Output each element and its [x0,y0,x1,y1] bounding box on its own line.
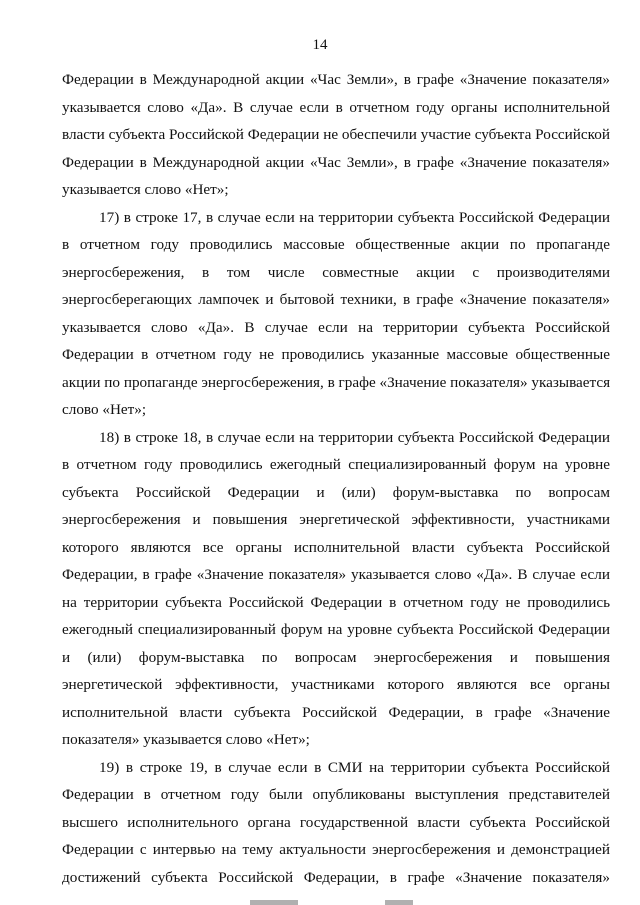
text-line: энергетической эффективности, участниками которого являются все органы [62,676,610,693]
text-line: Федерации, в графе «Значение показателя» указывается слово «Да». В случае если [62,566,610,583]
text-line: показателя» указывается слово «Нет»; [62,731,310,748]
paragraph-first-line: 19) в строке 19, в случае если в СМИ на территории субъекта Российской [99,758,610,776]
text-line: и (или) форум-выставка по вопросам энергосбережения и повышения [62,648,610,666]
text-line: исполнительной власти субъекта Российской Федерации, в графе «Значение [62,703,610,721]
text-line: ежегодный специализированный форум на уровне субъекта Российской Федерации [62,621,610,638]
text-line: субъекта Российской Федерации и (или) форум-выставка по вопросам [62,483,610,501]
text-line: Федерации с интервью на тему актуальности энергосбережения и демонстрацией [62,841,610,858]
text-line: слово «Нет»; [62,401,147,418]
text-line: Федерации в Международной акции «Час Земли», в графе «Значение показателя» [62,153,610,171]
text-line: на территории субъекта Российской Федерации в отчетном году не проводились [62,593,610,611]
text-line: в отчетном году проводились ежегодный специализированный форум на уровне [62,456,610,473]
text-line: Федерации в отчетном году не проводились указанные массовые общественные [62,346,610,363]
text-line: энергосбережения, в том числе совместные акции с производителями [62,263,610,281]
text-line: указывается слово «Да». В случае если в отчетном году органы исполнительной [62,98,610,116]
text-line: энергосберегающих лампочек и бытовой техники, в графе «Значение показателя» [62,291,610,308]
text-line: указывается слово «Нет»; [62,181,229,198]
text-line: указывается слово «Да». В случае если на территории субъекта Российской [62,318,610,336]
text-line: Федерации в Международной акции «Час Земли», в графе «Значение показателя» [62,71,610,88]
paragraph-first-line: 18) в строке 18, в случае если на территории субъекта Российской Федерации [99,428,610,446]
paragraph-first-line: 17) в строке 17, в случае если на территории субъекта Российской Федерации [99,208,610,226]
text-line: в отчетном году проводились массовые общественные акции по пропаганде [62,236,610,253]
scan-artifact [385,900,413,905]
body-text [62,66,610,891]
scan-artifact [250,900,298,905]
text-line: энергосбережения и повышения энергетической эффективности, участниками [62,511,610,528]
text-line: достижений субъекта Российской Федерации, в графе «Значение показателя» [62,868,610,886]
text-line: акции по пропаганде энергосбережения, в графе «Значение показателя» указывается [62,373,611,391]
text-line: высшего исполнительного органа государственной власти субъекта Российской [62,813,610,831]
text-line: власти субъекта Российской Федерации не обеспечили участие субъекта Российской [62,126,610,143]
page-number: 14 [312,37,328,53]
text-line: Федерации в отчетном году были опубликованы выступления представителей [62,786,610,803]
text-line: которого являются все органы исполнительной власти субъекта Российской [62,538,610,556]
